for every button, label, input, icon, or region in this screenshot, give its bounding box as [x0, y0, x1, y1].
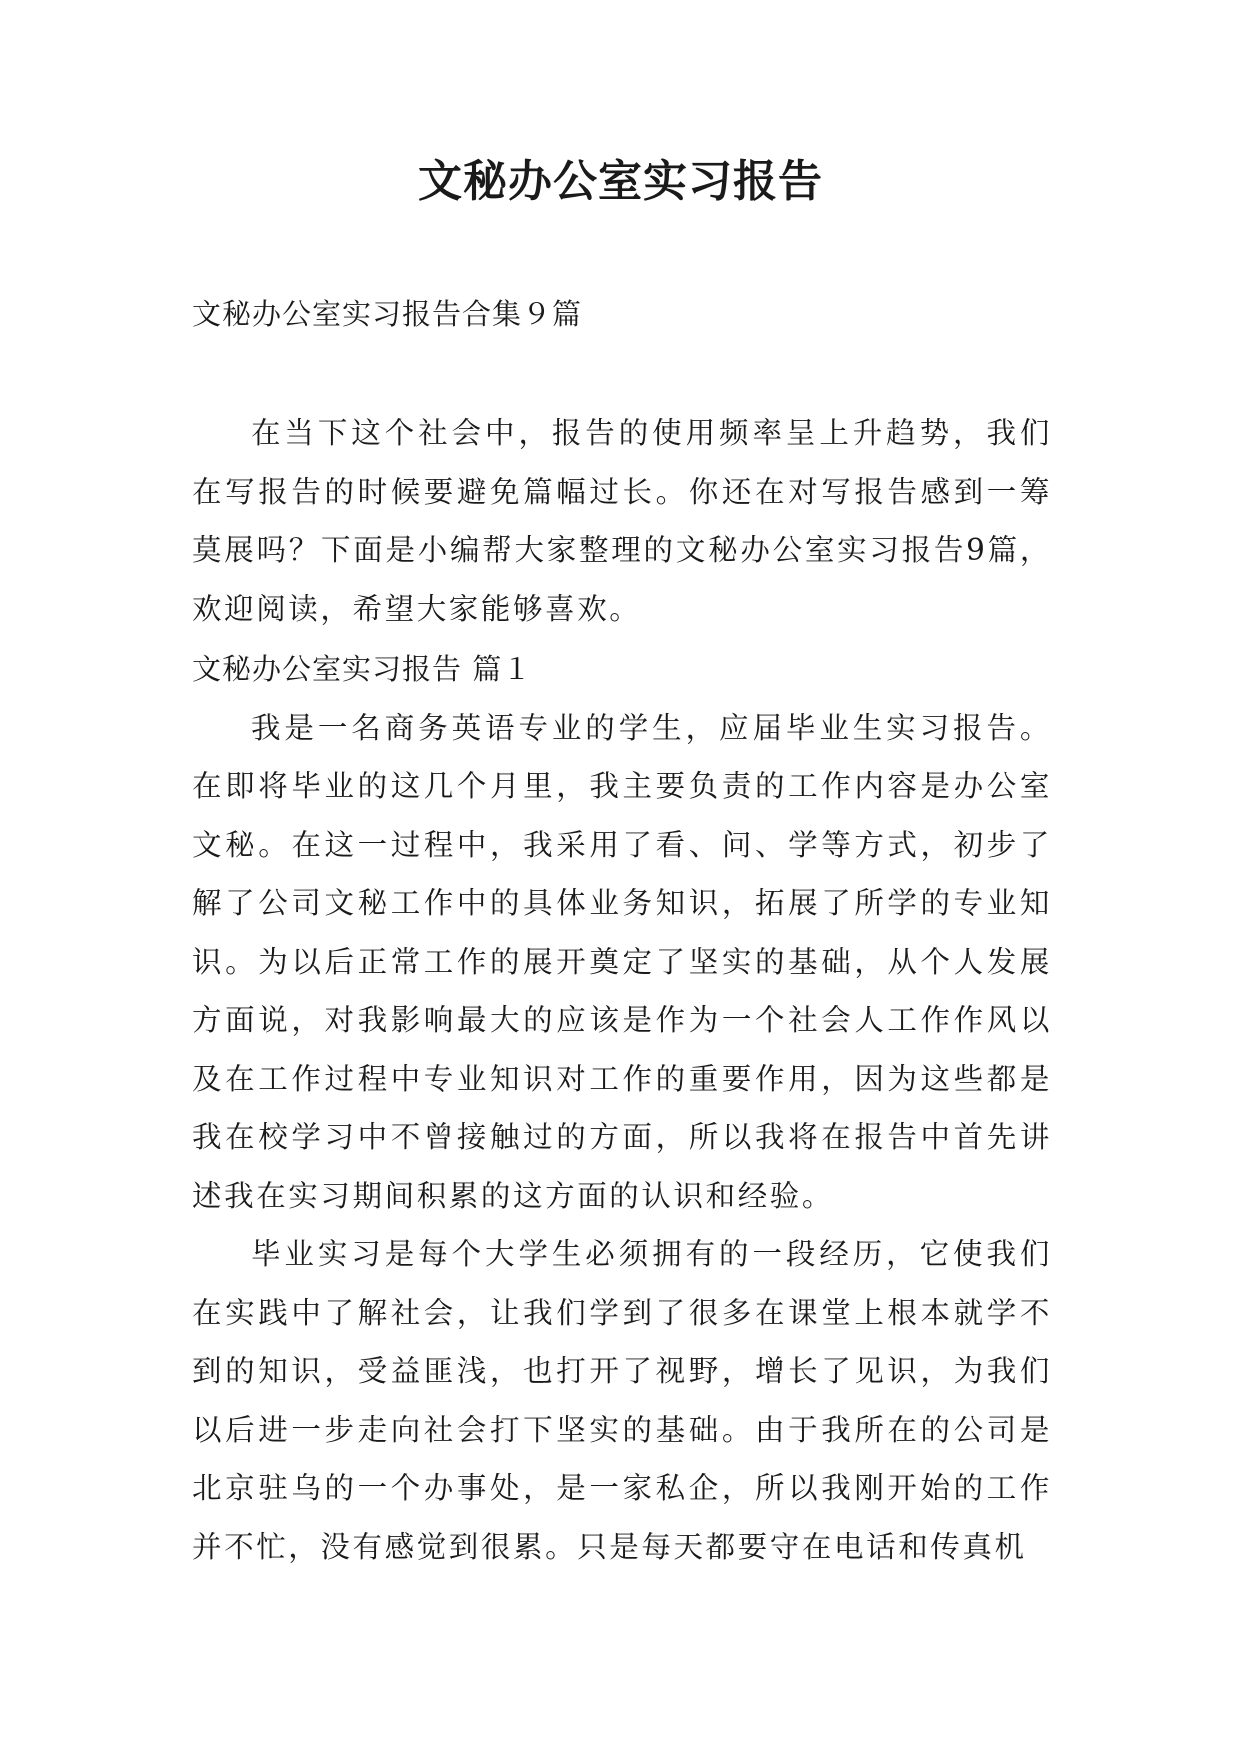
- section-1-paragraph-2: 毕业实习是每个大学生必须拥有的一段经历，它使我们在实践中了解社会，让我们学到了很多在课堂上根本就学不到的知识，受益匪浅，也打开了视野，增长了见识，为我们以后进一步走向社会打下坚实的基础。由于我所在的公司是北京驻乌的一个办事处，是一家私企，所以我刚开始的工作并不忙，没有感觉到很累。只是每天都要守在电话和传真机: [192, 1237, 1052, 1564]
- section-1-paragraph-1: 我是一名商务英语专业的学生，应届毕业生实习报告。在即将毕业的这几个月里，我主要负责的工作内容是办公室文秘。在这一过程中，我采用了看、问、学等方式，初步了解了公司文秘工作中的具体业务知识，拓展了所学的专业知识。为以后正常工作的展开奠定了坚实的基础，从个人发展方面说，对我影响最大的应该是作为一个社会人工作作风以及在工作过程中专业知识对工作的重要作用，因为这些都是我在校学习中不曾接触过的方面，所以我将在报告中首先讲述我在实习期间积累的这方面的认识和经验。: [192, 710, 1052, 1213]
- intro-paragraph: 在当下这个社会中，报告的使用频率呈上升趋势，我们在写报告的时候要避免篇幅过长。你还在对写报告感到一筹莫展吗？下面是小编帮大家整理的文秘办公室实习报告9篇，欢迎阅读，希望大家能够喜欢。: [192, 416, 1052, 626]
- section-1: [192, 640, 1052, 1576]
- intro-section: [192, 404, 1052, 638]
- document-title: 文秘办公室实习报告: [418, 156, 823, 207]
- document-subtitle: 文秘办公室实习报告合集９篇: [192, 297, 583, 331]
- section-1-heading: 文秘办公室实习报告 篇１: [192, 652, 533, 686]
